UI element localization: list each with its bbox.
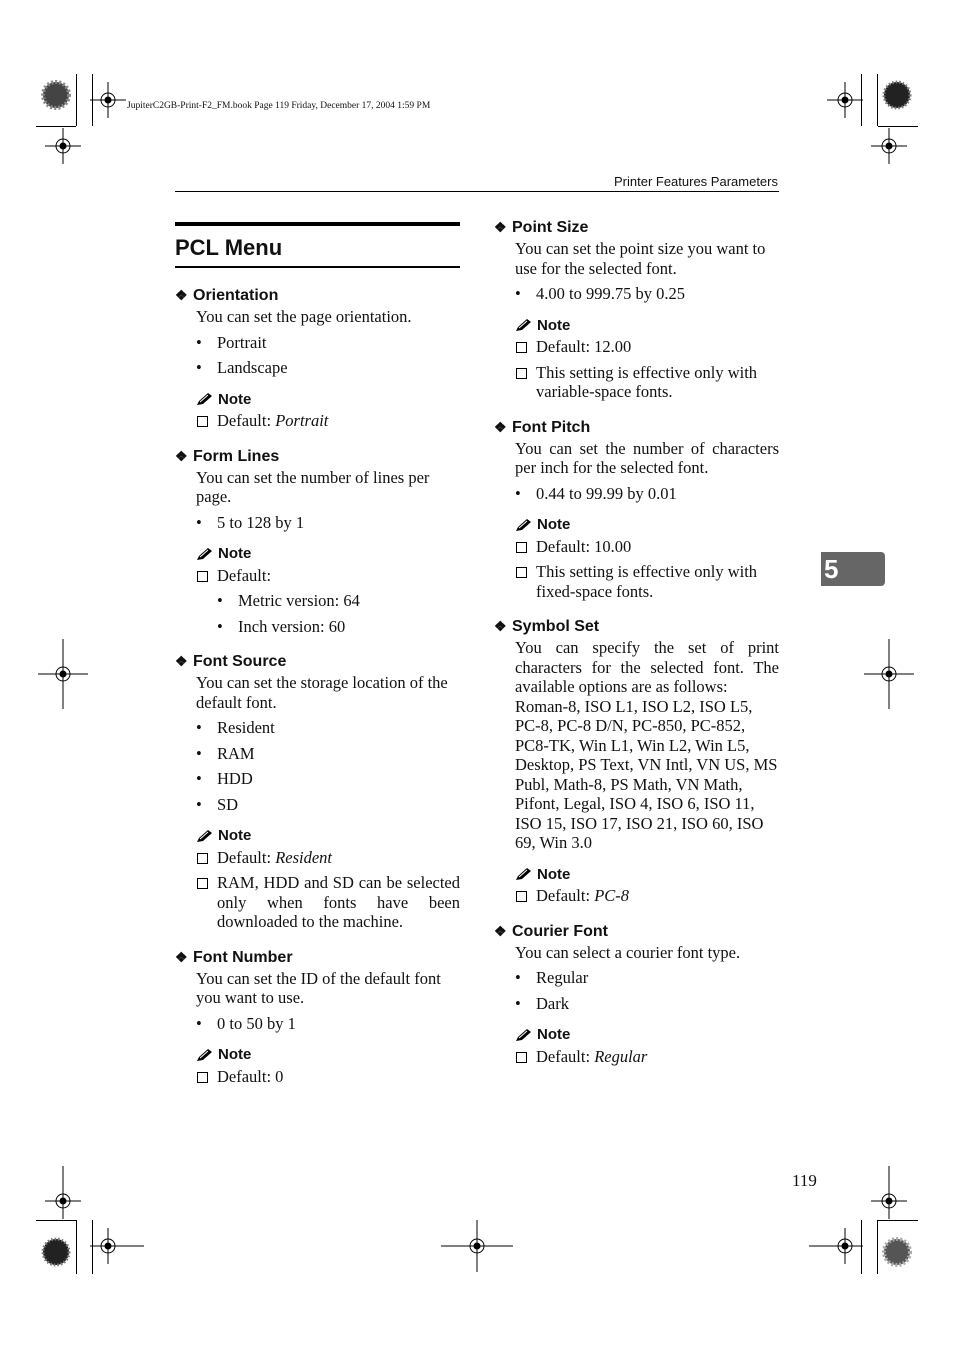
note-heading: Note <box>515 865 779 885</box>
list-item: • HDD <box>196 769 460 789</box>
note-heading: Note <box>196 1045 460 1065</box>
left-column <box>175 222 460 1086</box>
note-item: Default: PC-8 <box>515 886 779 906</box>
list-item: • Portrait <box>196 333 460 353</box>
section-desc: You can specify the set of print characters for the selected font. The available options are as follows: <box>515 638 779 696</box>
print-header: JupiterC2GB-Print-F2_FM.book Page 119 Friday, December 17, 2004 1:59 PM <box>127 101 431 111</box>
title-top-rule <box>175 222 460 226</box>
section-desc: You can set the ID of the default font you want to use. <box>196 968 441 1007</box>
list-item: • 0 to 50 by 1 <box>196 1014 460 1034</box>
pencil-icon <box>196 392 214 406</box>
note-heading: Note <box>515 316 779 336</box>
section-desc: You can select a courier font type. <box>515 942 741 962</box>
list-item: • 4.00 to 999.75 by 0.25 <box>515 284 779 304</box>
section-heading-orientation: ❖ Orientation <box>175 287 279 304</box>
running-head: Printer Features Parameters <box>613 174 778 189</box>
header-rule <box>175 191 779 192</box>
note-item: This setting is effective only with variable-space fonts. <box>515 363 779 402</box>
section-heading-symbol-set: ❖ Symbol Set <box>494 618 600 635</box>
list-item: • RAM <box>196 744 460 764</box>
note-heading: Note <box>515 515 779 535</box>
diamond-icon: ❖ <box>175 948 188 965</box>
list-item: • Regular <box>515 968 779 988</box>
section-desc: You can set the page orientation. <box>196 307 412 326</box>
section-heading-font-pitch: ❖ Font Pitch <box>494 418 591 436</box>
section-desc: You can set the point size you want to use for the selected font. <box>515 239 766 278</box>
diamond-icon: ❖ <box>494 418 507 435</box>
section-heading-courier-font: ❖ Courier Font <box>494 922 608 940</box>
note-item: Default: <box>196 566 460 586</box>
sub-list-item: • Metric version: 64 <box>217 591 460 611</box>
sub-list-item: • Inch version: 60 <box>217 617 460 637</box>
page-title: PCL Menu <box>175 235 283 260</box>
diamond-icon: ❖ <box>175 287 188 303</box>
pencil-icon <box>196 1048 214 1062</box>
diamond-icon: ❖ <box>494 922 507 939</box>
section-heading-font-number: ❖ Font Number <box>175 948 293 966</box>
pencil-icon <box>515 867 533 881</box>
note-heading: Note <box>196 544 460 564</box>
list-item: • Dark <box>515 994 779 1014</box>
pencil-icon <box>515 518 533 532</box>
note-item: Default: Regular <box>515 1047 779 1067</box>
note-item: Default: Resident <box>196 848 460 868</box>
note-item: Default: 10.00 <box>515 537 779 557</box>
note-item: Default: Portrait <box>196 411 460 431</box>
diamond-icon: ❖ <box>494 219 507 235</box>
list-item: • 0.44 to 99.99 by 0.01 <box>515 484 779 504</box>
symbol-set-options: Roman-8, ISO L1, ISO L2, ISO L5, PC-8, PC-8 D/N, PC-850, PC-852, PC8-TK, Win L1, Win L2, Win L5, Desktop, PS Text, VN Intl, VN US, MS Publ, Math-8, PS Math, VN Math, Pifont, Legal, ISO 4, ISO 6, ISO 11, ISO 15, ISO 17, ISO 21, ISO 60, ISO 69, Win 3.0 <box>515 696 778 852</box>
list-item: • 5 to 128 by 1 <box>196 513 460 533</box>
list-item: • SD <box>196 795 460 815</box>
chapter-tab: 5 <box>821 552 885 586</box>
list-item: • Resident <box>196 718 460 738</box>
section-desc: You can set the storage location of the default font. <box>196 673 448 712</box>
pencil-icon <box>196 829 214 843</box>
note-heading: Note <box>515 1025 779 1045</box>
note-heading: Note <box>196 826 460 846</box>
pencil-icon <box>196 547 214 561</box>
section-desc: You can set the number of characters per inch for the selected font. <box>515 438 779 477</box>
section-desc: You can set the number of lines per page. <box>196 467 430 506</box>
section-heading-font-source: ❖ Font Source <box>175 653 287 670</box>
right-column <box>494 217 779 1066</box>
pencil-icon <box>515 318 533 332</box>
note-item: Default: 12.00 <box>515 337 779 357</box>
diamond-icon: ❖ <box>175 653 188 669</box>
section-heading-point-size: ❖ Point Size <box>494 219 589 236</box>
note-item: RAM, HDD and SD can be selected only when fonts have been downloaded to the machine. <box>196 873 460 932</box>
diamond-icon: ❖ <box>494 618 507 634</box>
note-heading: Note <box>196 390 460 410</box>
page-number: 119 <box>792 1171 817 1190</box>
pencil-icon <box>515 1028 533 1042</box>
section-heading-form-lines: ❖ Form Lines <box>175 447 280 465</box>
diamond-icon: ❖ <box>175 447 188 464</box>
note-item: This setting is effective only with fixed-space fonts. <box>515 562 779 601</box>
list-item: • Landscape <box>196 358 460 378</box>
note-item: Default: 0 <box>196 1067 460 1087</box>
